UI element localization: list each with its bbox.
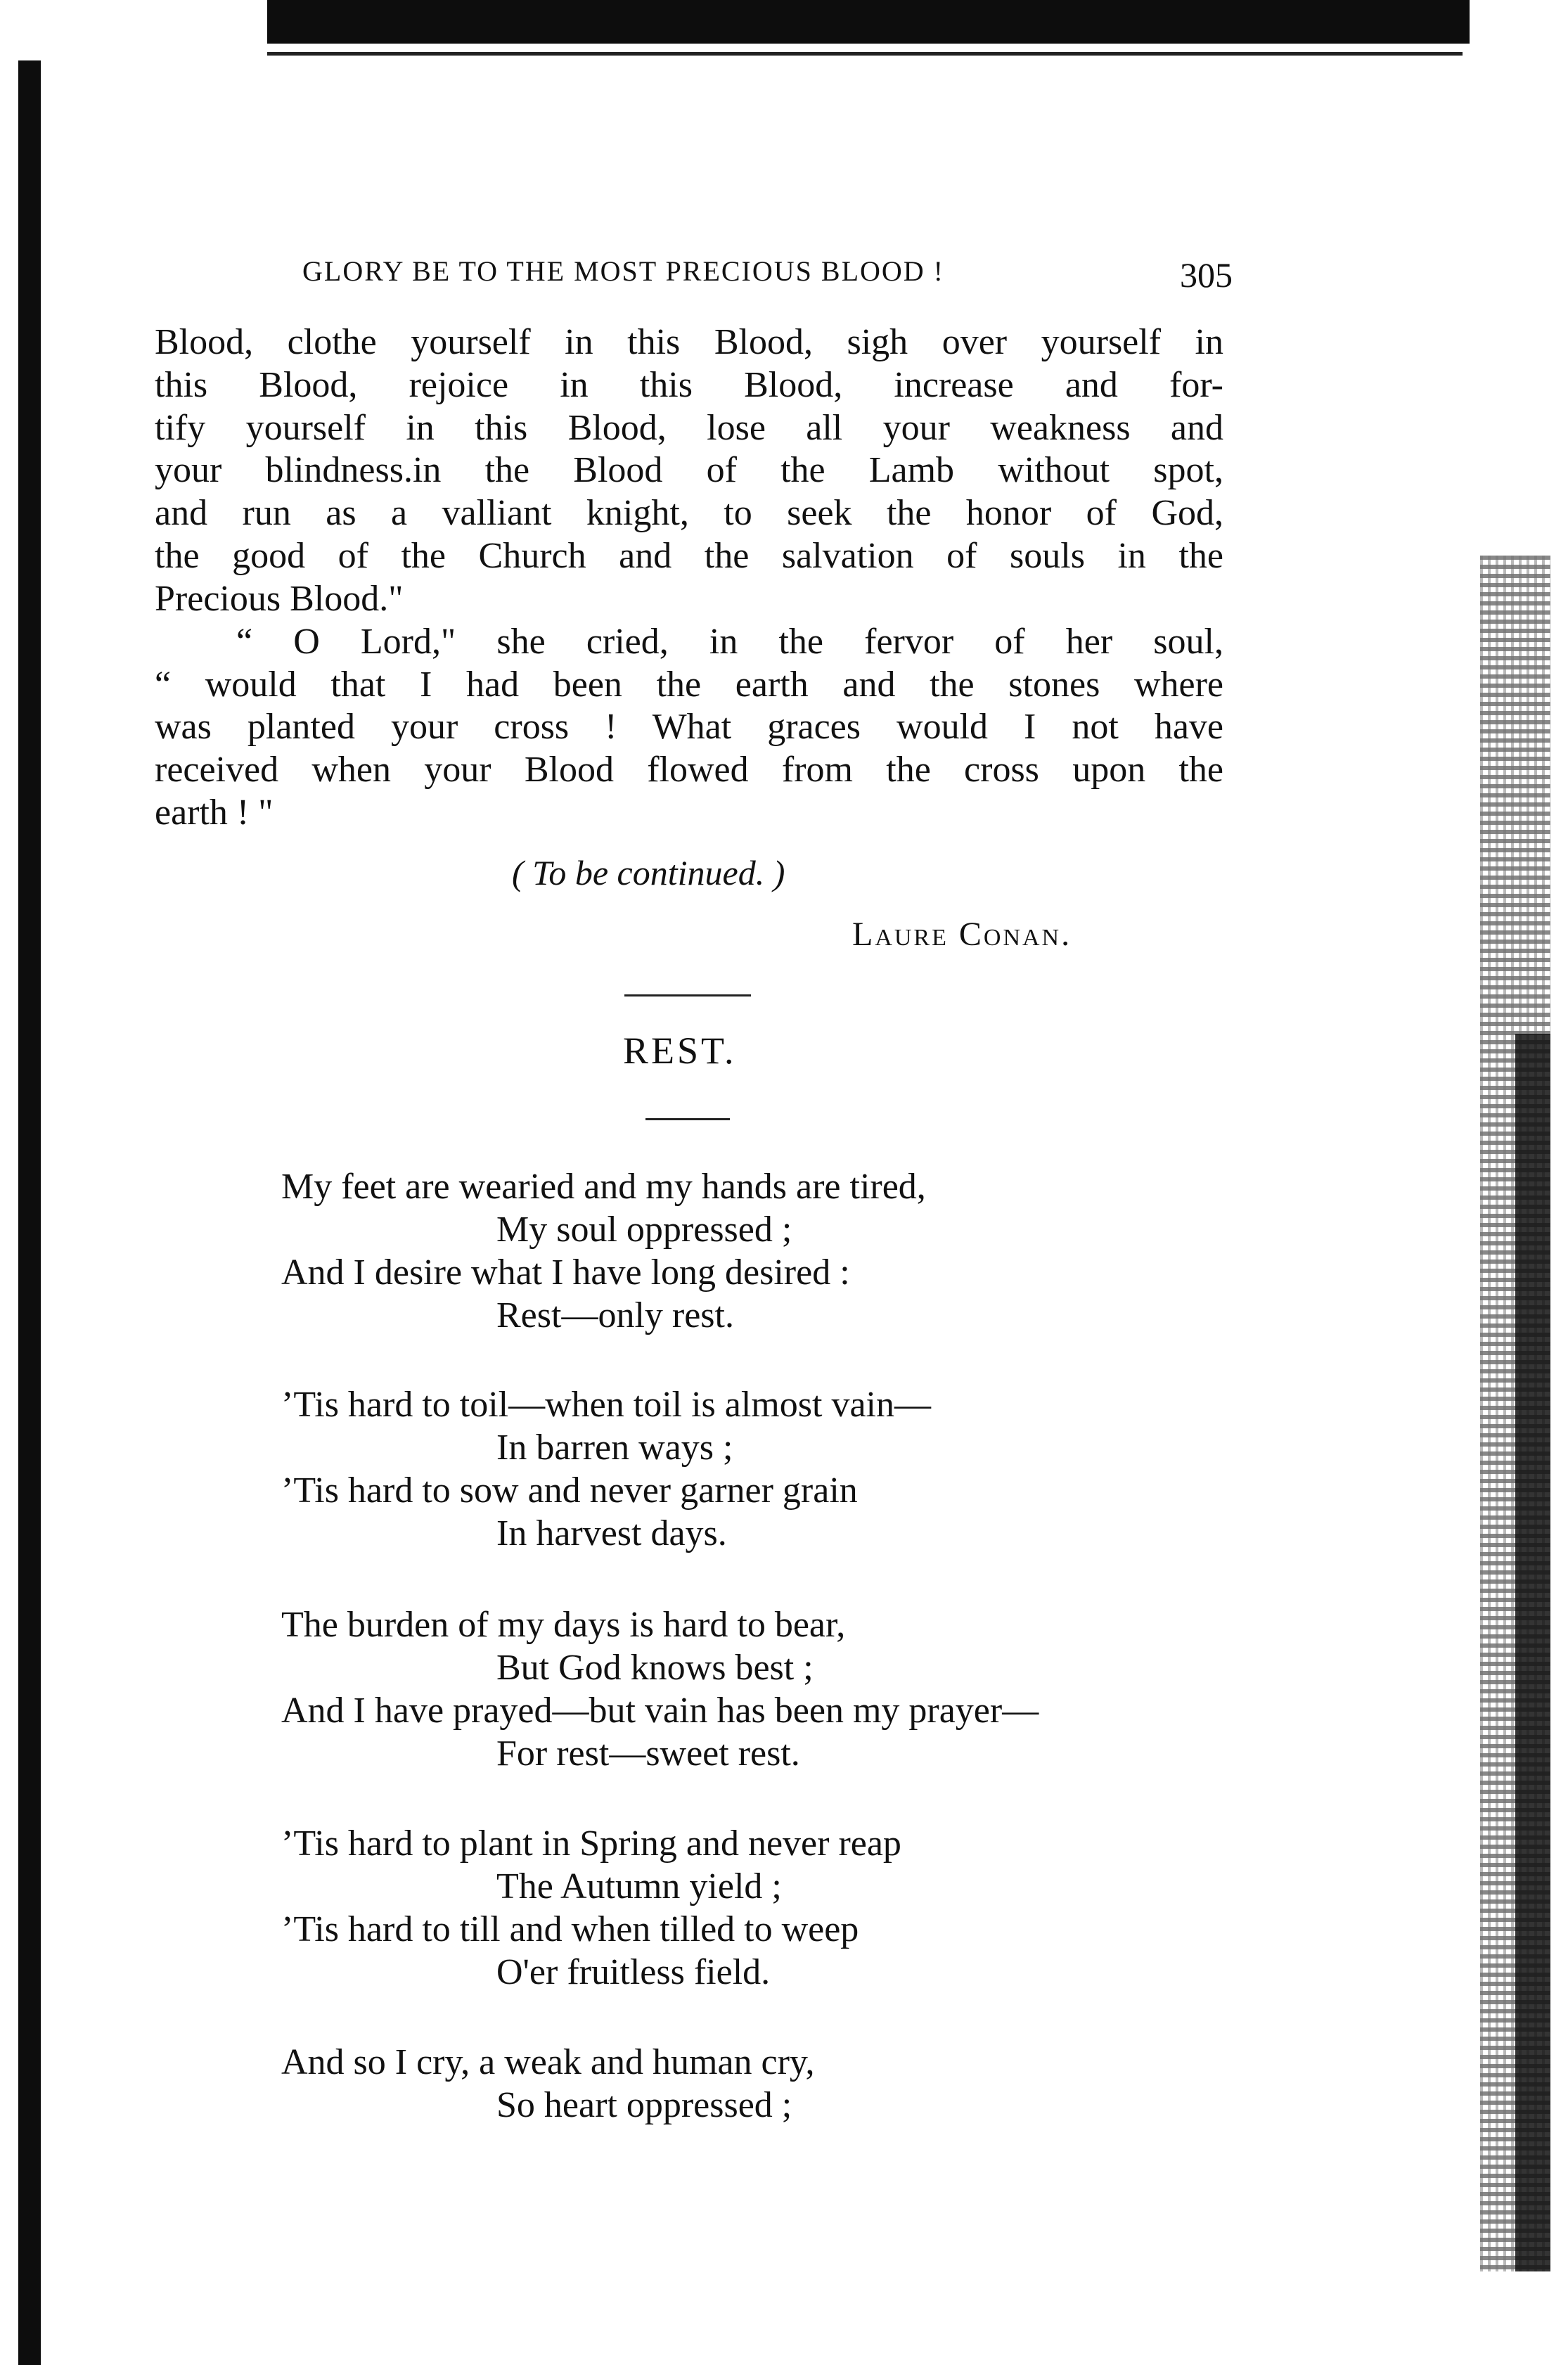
page-number: 305 bbox=[1180, 255, 1233, 295]
author-signature: Laure Conan. bbox=[852, 916, 1072, 953]
section-rule-bottom bbox=[645, 1118, 730, 1120]
verse-line: But God knows best ; bbox=[496, 1648, 814, 1688]
prose-line: Blood, clothe yourself in this Blood, sigh over yourself in bbox=[155, 322, 1223, 362]
verse-line: The Autumn yield ; bbox=[496, 1866, 782, 1906]
prose-line: “ O Lord," she cried, in the fervor of her soul, bbox=[236, 622, 1223, 662]
verse-line: So heart oppressed ; bbox=[496, 2085, 792, 2125]
scan-border-left bbox=[18, 60, 41, 2365]
prose-line: Precious Blood." bbox=[155, 579, 404, 619]
running-header: GLORY BE TO THE MOST PRECIOUS BLOOD ! bbox=[302, 255, 944, 287]
prose-line: your blindness.in the Blood of the Lamb without spot, bbox=[155, 450, 1223, 490]
verse-line: My feet are wearied and my hands are tired, bbox=[281, 1167, 926, 1207]
scan-border-top bbox=[267, 0, 1470, 44]
verse-line: In harvest days. bbox=[496, 1513, 727, 1553]
verse-line: Rest—only rest. bbox=[496, 1295, 734, 1335]
prose-line: received when your Blood flowed from the cross upon the bbox=[155, 750, 1223, 790]
section-rule-top bbox=[624, 994, 751, 996]
prose-line: tify yourself in this Blood, lose all your weakness and bbox=[155, 408, 1223, 448]
prose-line: earth ! " bbox=[155, 793, 274, 833]
poem-title: REST. bbox=[623, 1030, 737, 1072]
verse-line: O'er fruitless field. bbox=[496, 1952, 771, 1992]
prose-line: the good of the Church and the salvation of souls in the bbox=[155, 536, 1223, 576]
verse-line: ’Tis hard to toil—when toil is almost vain— bbox=[281, 1385, 931, 1425]
verse-line: ’Tis hard to plant in Spring and never reap bbox=[281, 1824, 901, 1864]
verse-line: For rest—sweet rest. bbox=[496, 1733, 800, 1774]
prose-line: this Blood, rejoice in this Blood, increase and for- bbox=[155, 365, 1223, 405]
verse-line: The burden of my days is hard to bear, bbox=[281, 1605, 846, 1645]
verse-line: ’Tis hard to till and when tilled to weep bbox=[281, 1909, 859, 1949]
verse-line: My soul oppressed ; bbox=[496, 1210, 792, 1250]
verse-line: And I desire what I have long desired : bbox=[281, 1252, 850, 1293]
verse-line: In barren ways ; bbox=[496, 1428, 733, 1468]
verse-line: And I have prayed—but vain has been my prayer— bbox=[281, 1691, 1039, 1731]
verse-line: ’Tis hard to sow and never garner grain bbox=[281, 1470, 858, 1511]
verse-line: And so I cry, a weak and human cry, bbox=[281, 2042, 815, 2082]
prose-line: “ would that I had been the earth and the stones where bbox=[155, 665, 1223, 705]
prose-line: was planted your cross ! What graces would I not have bbox=[155, 707, 1223, 747]
prose-line: and run as a valliant knight, to seek the honor of God, bbox=[155, 493, 1223, 533]
to-be-continued-note: ( To be continued. ) bbox=[512, 853, 785, 892]
scan-border-right bbox=[1515, 1034, 1550, 2271]
scan-header-rule bbox=[267, 52, 1463, 56]
